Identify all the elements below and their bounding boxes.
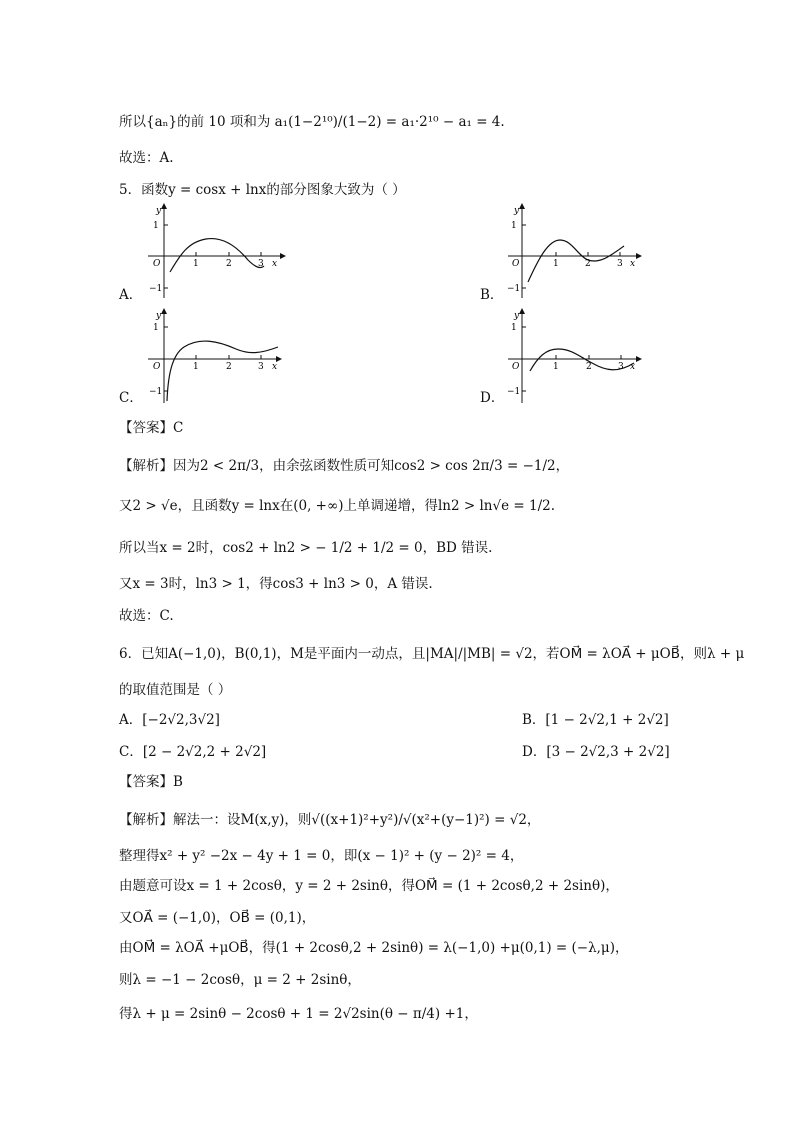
- option-c: C．[2 − 2√2,2 + 2√2]: [119, 744, 267, 760]
- explanation-5-3: 所以当x = 2时，cos2 + ln2 > − 1/2 + 1/2 = 0，BD 错误.: [119, 540, 493, 556]
- explanation-6-7: 得λ + μ = 2sinθ − 2cosθ + 1 = 2√2sin(θ − π/4) +1，: [119, 1006, 478, 1022]
- explanation-5-4: 又x = 3时，ln3 > 1，得cos3 + ln3 > 0，A 错误.: [119, 576, 433, 592]
- graph-label: 3: [617, 259, 623, 269]
- y-tick-pos: 1: [153, 221, 159, 231]
- option-a-label: A．: [119, 287, 143, 303]
- x-tick-1: 1: [193, 259, 199, 269]
- graph-label: O: [512, 259, 520, 269]
- graph-c: [140, 305, 290, 405]
- explanation-5-5: 故选：C.: [119, 608, 174, 624]
- option-a: A．[−2√2,3√2]: [119, 712, 220, 728]
- graph-label: 2: [586, 362, 592, 372]
- graph-label: 3: [258, 362, 264, 372]
- graph-label: −1: [149, 387, 163, 397]
- sum-line: 所以{aₙ}的前 10 项和为 a₁(1−2¹⁰)/(1−2) = a₁·2¹⁰ − a₁ = 4.: [119, 114, 505, 130]
- option-d: D．[3 − 2√2,3 + 2√2]: [522, 744, 670, 760]
- explanation-6-1: 【解析】解法一：设M(x,y)，则√((x+1)²+y²)/√(x²+(y−1)²) = √2，: [119, 812, 541, 828]
- graph-label: O: [153, 362, 161, 372]
- explanation-5-2: 又2 > √e，且函数y = lnx在(0, +∞)上单调递增，得ln2 > ln√e = 1/2.: [119, 498, 555, 514]
- y-tick-neg: −1: [149, 284, 163, 294]
- graph-label: −1: [507, 387, 521, 397]
- graph-label: O: [512, 362, 520, 372]
- question-6-line-1: 6．已知A(−1,0)，B(0,1)，M是平面内一动点，且|MA|/|MB| = √2，若OM⃗ = λOA⃗ + μOB⃗，则λ + μ: [119, 646, 745, 662]
- graph-label: 1: [511, 221, 517, 231]
- explanation-6-5: 由OM⃗ = λOA⃗ +μOB⃗，得(1 + 2cosθ,2 + 2sinθ) = λ(−1,0) +μ(0,1) = (−λ,μ)，: [119, 940, 629, 956]
- graph-label: y: [156, 311, 162, 321]
- graph-label: 1: [511, 323, 517, 333]
- graph-label: y: [514, 206, 520, 216]
- explanation-6-3: 由题意可设x = 1 + 2cosθ，y = 2 + 2sinθ，得OM⃗ = (1 + 2cosθ,2 + 2sinθ)，: [119, 878, 619, 894]
- graph-label: −1: [507, 284, 521, 294]
- axis-x-label: x: [272, 259, 278, 269]
- graph-b: [500, 200, 650, 300]
- question-6-line-2: 的取值范围是（ ）: [119, 682, 232, 698]
- graph-label: 1: [553, 362, 559, 372]
- choice-a-line: 故选：A.: [119, 150, 174, 166]
- graph-label: y: [514, 311, 520, 321]
- x-tick-3: 3: [258, 259, 264, 269]
- question-5: 5．函数y = cosx + lnx的部分图象大致为（ ）: [119, 182, 406, 198]
- explanation-6-6: 则λ = −1 − 2cosθ，μ = 2 + 2sinθ，: [119, 972, 361, 988]
- explanation-5-1: 【解析】因为2 < 2π/3，由余弦函数性质可知cos2 > cos 2π/3 = −1/2，: [119, 458, 570, 474]
- origin-label: O: [153, 259, 161, 269]
- answer-5: 【答案】C: [119, 420, 184, 436]
- option-c-label: C．: [119, 390, 143, 406]
- graph-a: [140, 200, 290, 300]
- graph-d: [500, 305, 650, 405]
- graph-label: 1: [193, 362, 199, 372]
- x-tick-2: 2: [226, 259, 232, 269]
- explanation-6-4: 又OA⃗ = (−1,0)，OB⃗ = (0,1)，: [119, 910, 316, 926]
- graph-label: 1: [553, 259, 559, 269]
- option-b: B．[1 − 2√2,1 + 2√2]: [522, 712, 669, 728]
- axis-y-label: y: [156, 206, 162, 216]
- graph-label: x: [630, 259, 636, 269]
- graph-label: 1: [153, 323, 159, 333]
- explanation-6-2: 整理得x² + y² −2x − 4y + 1 = 0，即(x − 1)² + (y − 2)² = 4，: [119, 848, 524, 864]
- option-d-label: D．: [480, 390, 505, 406]
- answer-6: 【答案】B: [119, 774, 183, 790]
- option-b-label: B．: [480, 287, 504, 303]
- graph-label: x: [630, 362, 636, 372]
- graph-label: 3: [618, 362, 624, 372]
- graph-label: 2: [226, 362, 232, 372]
- graph-label: 2: [585, 259, 591, 269]
- graph-label: x: [272, 362, 278, 372]
